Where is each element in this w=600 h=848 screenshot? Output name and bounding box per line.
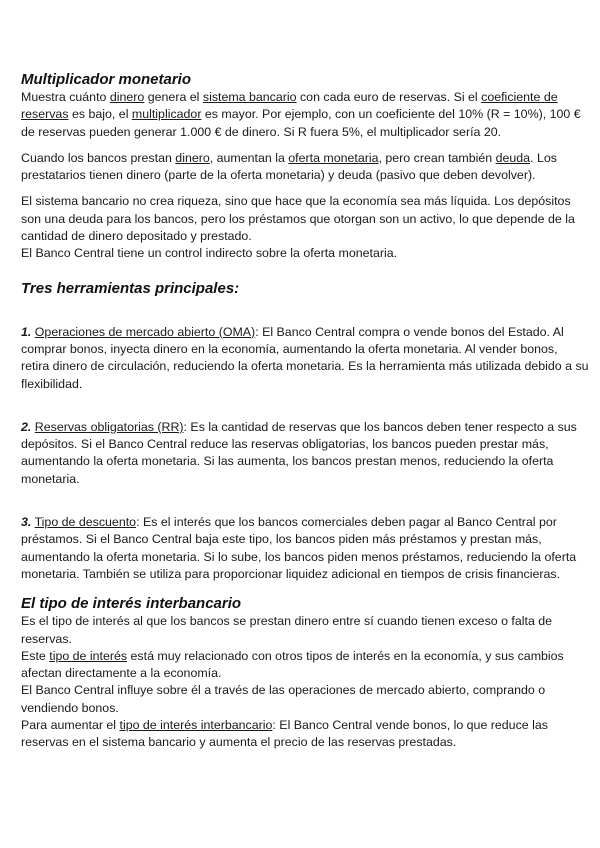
text-span: Este [21,648,50,663]
tool-item-reservas [21,419,589,488]
tool-description: : Es la cantidad de reservas que los bancos deben tener respecto a sus depósitos. Si el Banco Central reduce las reservas obligatorias, los bancos pueden prestar más, aumentando la oferta monetaria. Si las aumenta, los bancos prestan menos, reduciendo la oferta monetaria. [21,419,577,486]
underlined-term: deuda [495,150,531,165]
tool-number: 2. [21,419,32,434]
underlined-term: tipo de interés [49,648,128,663]
text-span: Para aumentar el [21,718,120,733]
paragraph-central-bank-control: El Banco Central tiene un control indirecto sobre la oferta monetaria. [21,246,398,261]
underlined-term: coeficiente de reservas [21,90,558,122]
underlined-term: sistema bancario [202,90,297,104]
tool-number: 1. [21,324,32,339]
text-span: con cada euro de reservas. Si el [296,90,482,104]
text-span: genera el [144,90,203,104]
text-span: . Los prestatarios tienen dinero (parte de la oferta monetaria) y deuda (pasivo que deben devolver). [21,150,557,183]
text-span: Cuando los bancos prestan [21,150,176,165]
text-span: es mayor. Por ejemplo, con un coeficiente del 10% (R = 10%), 100 € de reservas pueden generar 1.000 € de dinero. Si R fuera 5%, el multiplicador sería 20. [21,107,581,139]
tool-name: Operaciones de mercado abierto (OMA) [34,324,256,339]
paragraph-liquidity: El sistema bancario no crea riqueza, sino que hace que la economía sea más líquida. Los depósitos son una deuda para los bancos, pero los préstamos que otorgan son un activo, lo que depende de la cantidad de dinero depositado y prestado. [21,194,575,244]
paragraph-multiplicador-definition [21,89,589,141]
tool-description: : Es el interés que los bancos comerciales deben pagar al Banco Central por préstamos. Si el Banco Central baja este tipo, los bancos piden más préstamos y prestan más, aumentando la oferta monetaria. Si lo sube, los bancos piden menos préstamos, reduciendo la oferta monetaria. También se utiliza para proporcionar liquidez adicional en tiempos de crisis financieras. [21,515,577,581]
underlined-term: oferta monetaria [288,150,379,165]
paragraph-interbank-increase [21,717,589,752]
paragraph-interbank-influence: El Banco Central influye sobre él a través de las operaciones de mercado abierto, comprando o vendiendo bonos. [21,683,546,715]
heading-tipo-interbancario: El tipo de interés interbancario [21,595,242,613]
text-span: está muy relacionado con otros tipos de interés en la economía, y sus cambios afectan directamente a la economía. [21,648,564,681]
heading-multiplicador-monetario: Multiplicador monetario [21,71,192,88]
text-span: es bajo, el [68,107,132,122]
tool-item-descuento [21,514,589,583]
tool-description: : El Banco Central compra o vende bonos del Estado. Al comprar bonos, inyecta dinero en la economía, aumentando la oferta monetaria. Al vender bonos, retira dinero de circulación, reduciendo la oferta monetaria. Es la herramienta más utilizada debido a su flexibilidad. [21,324,589,391]
paragraph-interbank-relation [21,648,589,683]
document-content [21,70,589,752]
text-span: : El Banco Central vende bonos, lo que reduce las reservas en el sistema bancario y aumenta el precio de las reservas prestadas. [21,718,548,750]
underlined-term: dinero [175,150,210,165]
tool-number: 3. [21,515,32,530]
tool-name: Reservas obligatorias (RR) [34,419,184,434]
tool-name: Tipo de descuento [34,515,137,530]
heading-tres-herramientas: Tres herramientas principales: [21,279,240,297]
text-span: , aumentan la [209,150,289,165]
underlined-term: multiplicador [131,107,202,122]
tool-item-oma [21,324,589,393]
underlined-term: dinero [109,90,145,104]
paragraph-bank-lending [21,150,589,185]
text-span: , pero crean también [378,150,496,165]
paragraph-interbank-definition: Es el tipo de interés al que los bancos se prestan dinero entre sí cuando tienen exceso o falta de reservas. [21,614,553,646]
underlined-term: tipo de interés interbancario [119,718,273,733]
text-span: Muestra cuánto [21,90,110,104]
